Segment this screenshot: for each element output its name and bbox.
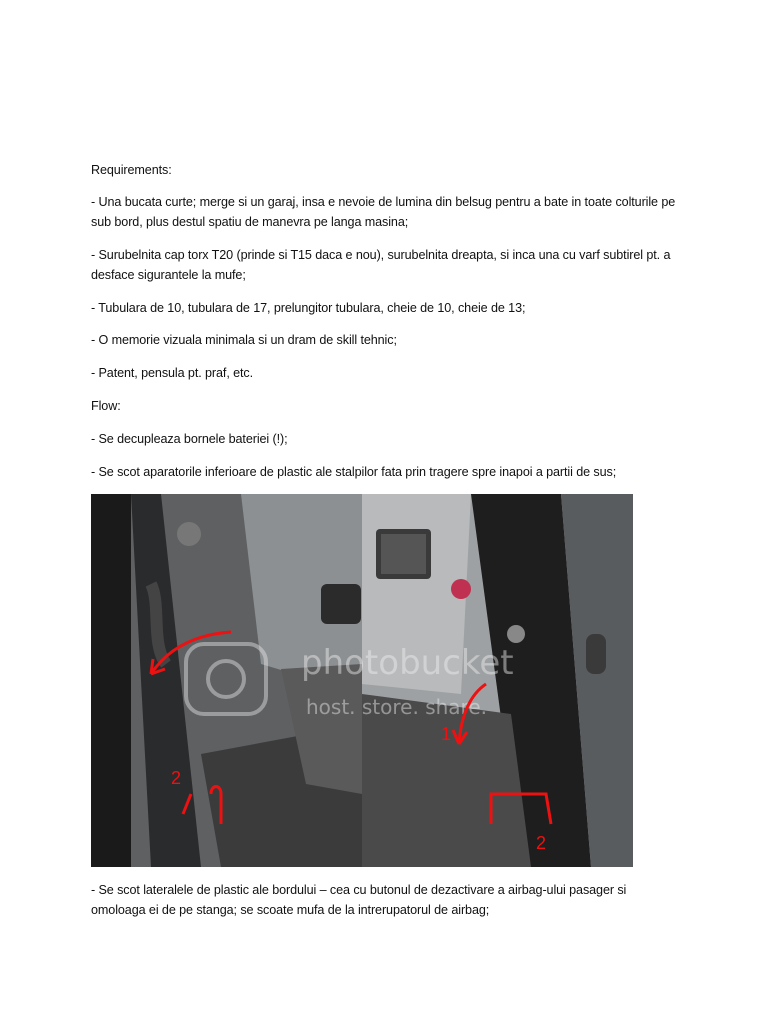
flow-heading: Flow: — [91, 399, 121, 413]
requirements-heading: Requirements: — [91, 163, 172, 177]
marker-2-right: 2 — [536, 833, 547, 853]
requirement-item-3: - Tubulara de 10, tubulara de 17, prelungitor tubulara, cheie de 10, cheie de 13; — [91, 301, 526, 315]
watermark-main: photobucket — [301, 643, 514, 683]
marker-2-left: 2 — [171, 768, 182, 788]
requirement-item-5: - Patent, pensula pt. praf, etc. — [91, 366, 254, 380]
car-interior-photo — [91, 494, 633, 867]
requirement-item-1: - Una bucata curte; merge si un garaj, insa e nevoie de lumina din belsug pentru a bate in toate colturile pe sub bord, plus destul spatiu de manevra pe langa masina; — [91, 195, 676, 229]
flow-item-3: - Se scot lateralele de plastic ale bordului – cea cu butonul de dezactivare a airbag-ului pasager si omoloaga ei de pe stanga; se scoate mufa de la intrerupatorul de airbag; — [91, 883, 627, 917]
requirement-item-4: - O memorie vizuala minimala si un dram de skill tehnic; — [91, 333, 397, 347]
flow-item-2: - Se scot aparatorile inferioare de plastic ale stalpilor fata prin tragere spre inapoi a partii de sus; — [91, 465, 617, 479]
flow-item-1: - Se decupleaza bornele bateriei (!); — [91, 432, 288, 446]
requirement-item-2: - Surubelnita cap torx T20 (prinde si T15 daca e nou), surubelnita dreapta, si inca una cu varf subtirel pt. a desface sigurantele la mufe; — [91, 248, 671, 282]
marker-1-right: 1 — [441, 724, 452, 744]
watermark-sub: host. store. share. — [306, 695, 487, 719]
